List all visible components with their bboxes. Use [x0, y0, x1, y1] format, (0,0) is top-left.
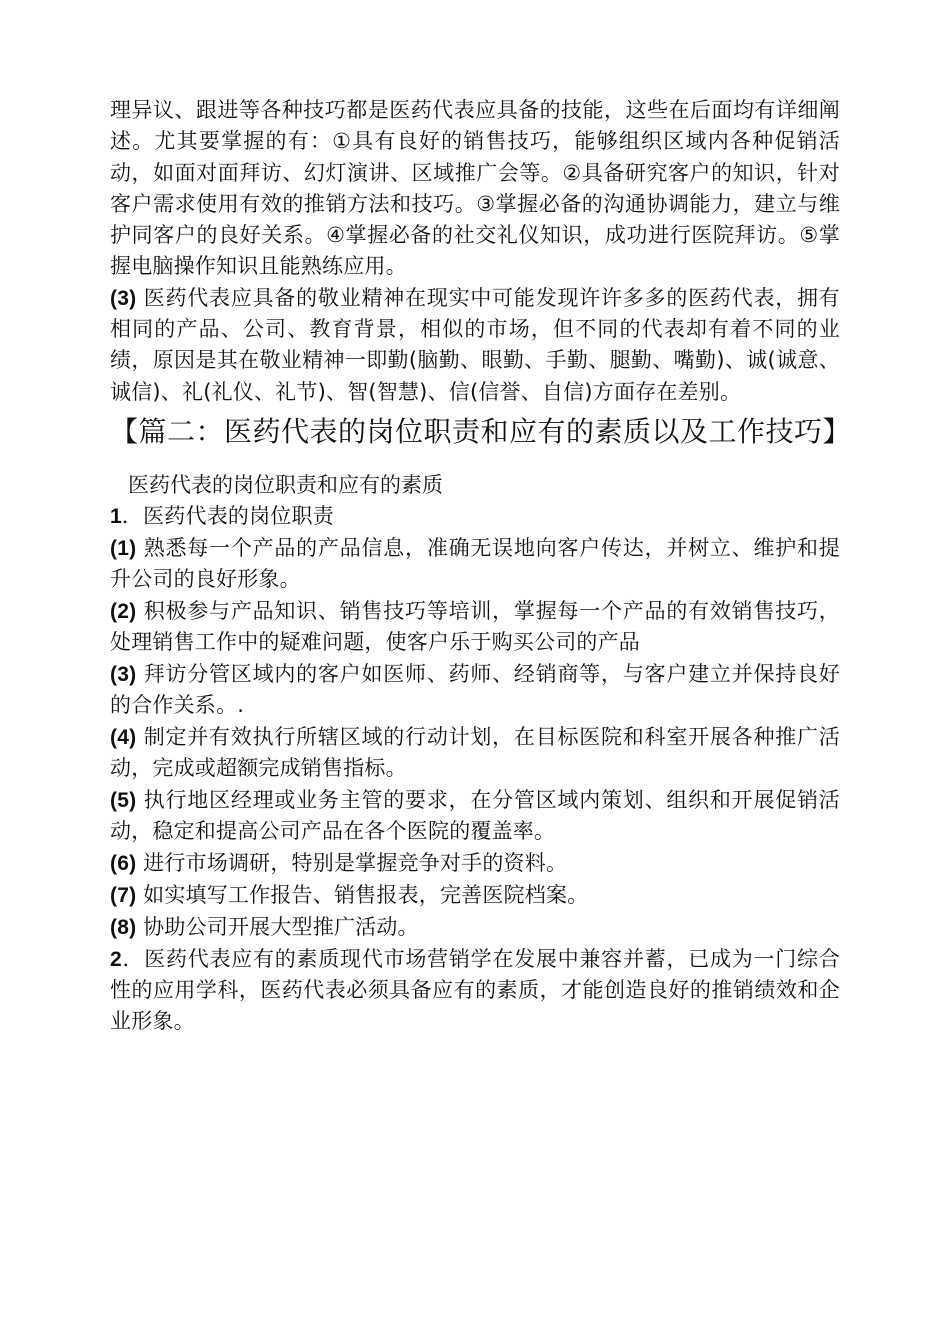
duty-number: (2) [110, 600, 137, 624]
duty-item-6 [110, 848, 840, 879]
duty-item-7 [110, 880, 840, 911]
duty-text: 积极参与产品知识、销售技巧等培训，掌握每一个产品的有效销售技巧，处理销售工作中的疑难问题，使客户乐于购买公司的产品 [110, 599, 840, 655]
section-subtitle: 医药代表的岗位职责和应有的素质 [128, 472, 443, 497]
duty-number: (6) [110, 852, 137, 876]
duty-text: 执行地区经理或业务主管的要求，在分管区域内策划、组织和开展促销活动，稳定和提高公司产品在各个医院的覆盖率。 [110, 788, 840, 844]
section-1-title [110, 501, 840, 532]
duty-number: (7) [110, 884, 137, 908]
duty-item-2 [110, 596, 840, 658]
duty-text: 熟悉每一个产品的产品信息，准确无误地向客户传达，并树立、维护和提升公司的良好形象。 [110, 536, 840, 592]
duty-text: 协助公司开展大型推广活动。 [136, 915, 419, 940]
section-1-number: 1 [110, 505, 122, 529]
point-3-paragraph [110, 283, 840, 408]
duty-text: 如实填写工作报告、销售报表，完善医院档案。 [136, 883, 589, 908]
duty-number: (3) [110, 663, 137, 687]
duty-item-5 [110, 785, 840, 847]
duty-number: (5) [110, 789, 137, 813]
duty-number: (4) [110, 726, 137, 750]
duty-item-4 [110, 722, 840, 784]
point-3-number: (3) [110, 286, 137, 310]
document-content [110, 95, 852, 1038]
duty-text: 制定并有效执行所辖区域的行动计划，在目标医院和科室开展各种推广活动，完成或超额完成销售指标。 [110, 725, 840, 781]
duty-number: (1) [110, 537, 137, 561]
section-2-paragraph [110, 944, 840, 1037]
duty-text: 拜访分管区域内的客户如医师、药师、经销商等，与客户建立并保持良好的合作关系。. [110, 662, 840, 718]
duty-item-1 [110, 533, 840, 595]
section-2-number: 2 [110, 948, 122, 972]
section-2-text: ．医药代表应有的素质现代市场营销学在发展中兼容并蓄，已成为一门综合性的应用学科，医药代表必须具备应有的素质，才能创造良好的推销绩效和企业形象。 [110, 947, 840, 1034]
duty-number: (8) [110, 916, 137, 940]
duty-text: 进行市场调研，特别是掌握竞争对手的资料。 [136, 851, 568, 876]
section-heading: 【篇二：医药代表的岗位职责和应有的素质以及工作技巧】 [110, 414, 852, 448]
section-1-title-text: ．医药代表的岗位职责 [121, 504, 334, 529]
duty-item-8 [110, 912, 840, 943]
point-3-text: 医药代表应具备的敬业精神在现实中可能发现许许多多的医药代表，拥有相同的产品、公司、教育背景，相似的市场，但不同的代表却有着不同的业绩，原因是其在敬业精神一即勤(脑勤、眼勤、手勤、腿勤、嘴勤)、诚(诚意、诚信)、礼(礼仪、礼节)、智(智慧)、信(信誉、自信)方面存在差别。 [110, 285, 840, 404]
duty-item-3 [110, 659, 840, 721]
intro-paragraph: 理异议、跟进等各种技巧都是医药代表应具备的技能，这些在后面均有详细阐述。尤其要掌握的有：①具有良好的销售技巧，能够组织区域内各种促销活动，如面对面拜访、幻灯演讲、区域推广会等。②具备研究客户的知识，针对客户需求使用有效的推销方法和技巧。③掌握必备的沟通协调能力，建立与维护同客户的良好关系。④掌握必备的社交礼仪知识，成功进行医院拜访。⑤掌握电脑操作知识且能熟练应用。 [110, 98, 840, 279]
